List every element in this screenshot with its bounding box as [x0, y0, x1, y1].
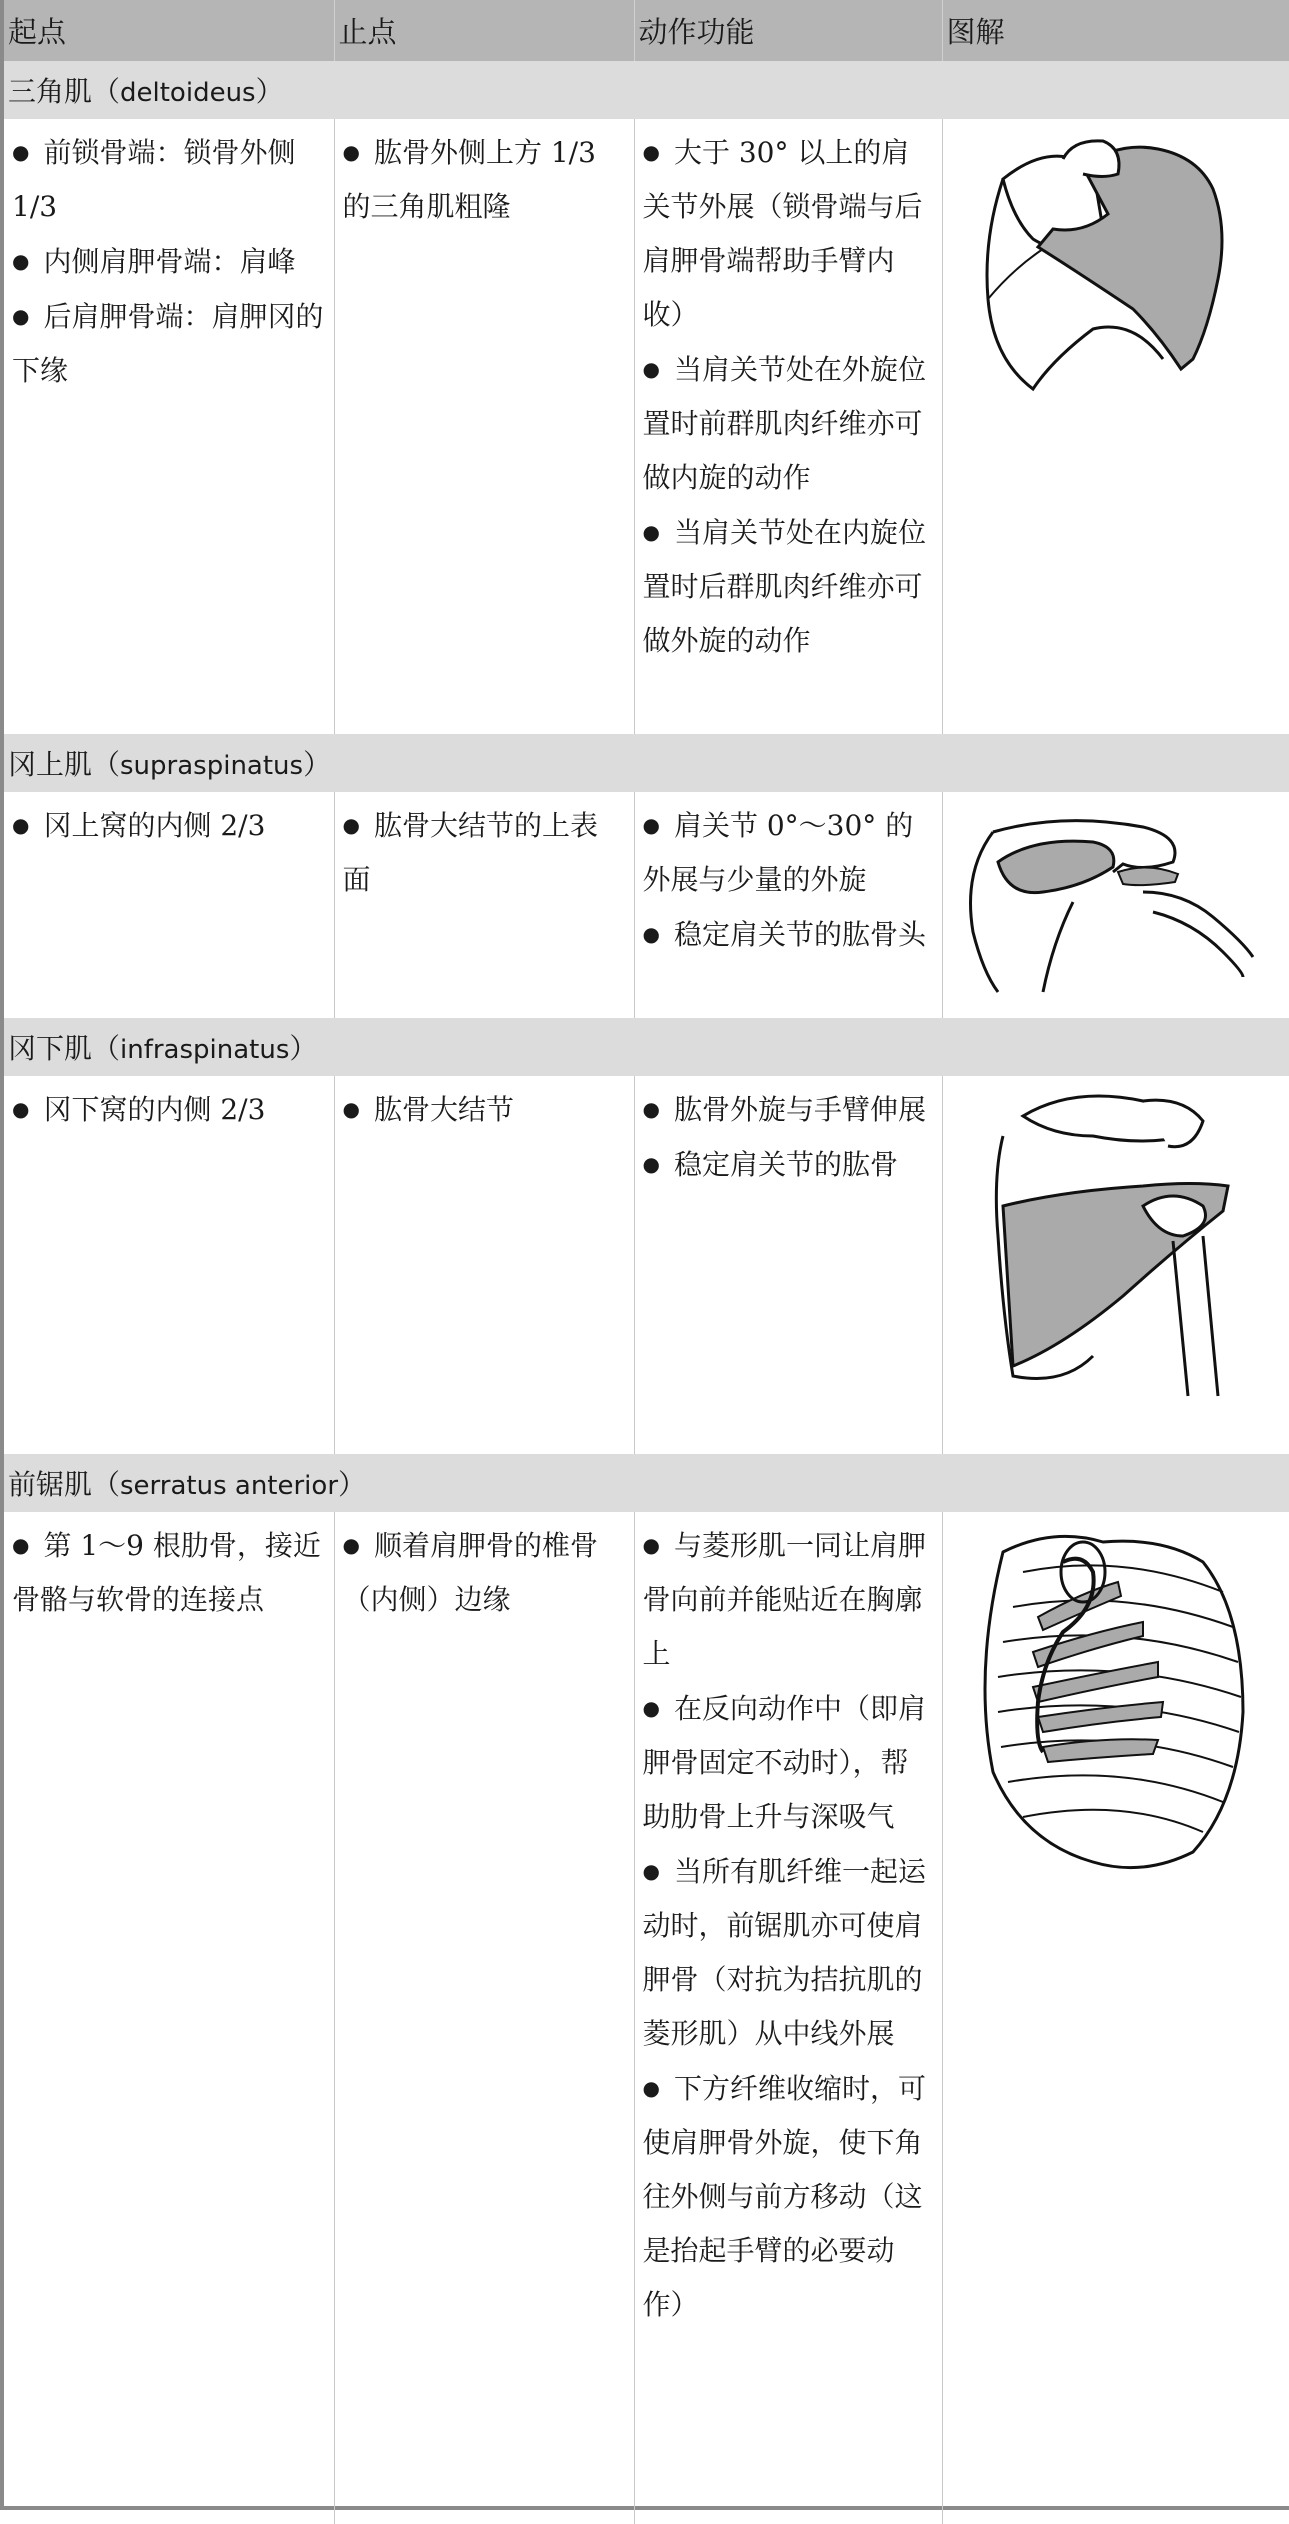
action-cell [634, 119, 942, 734]
origin-item: ● 第 1～9 根肋骨，接近骨骼与软骨的连接点 [12, 1518, 324, 1627]
action-item: ● 肩关节 0°～30° 的外展与少量的外旋 [643, 798, 932, 907]
insertion-item: ● 顺着肩胛骨的椎骨（内侧）边缘 [343, 1518, 624, 1627]
section-latin: infraspinatus [120, 1035, 289, 1065]
table-row [4, 1512, 1289, 2524]
origin-item: ● 内侧肩胛骨端：肩峰 [12, 234, 324, 289]
supraspinatus-illustration [943, 792, 1289, 1018]
section-title: 冈下肌（ [8, 1032, 120, 1065]
header-action: 动作功能 [634, 0, 942, 61]
muscle-table [4, 0, 1289, 2524]
table-row [4, 119, 1289, 734]
origin-item: ● 冈下窝的内侧 2/3 [12, 1082, 324, 1137]
action-item: ● 在反向动作中（即肩胛骨固定不动时），帮助肋骨上升与深吸气 [643, 1681, 932, 1844]
header-origin: 起点 [4, 0, 334, 61]
origin-cell [4, 1076, 334, 1454]
action-cell [634, 1076, 942, 1454]
action-item: ● 稳定肩关节的肱骨头 [643, 907, 932, 962]
header-row [4, 0, 1289, 61]
table-row [4, 792, 1289, 1018]
action-item: ● 下方纤维收缩时，可使肩胛骨外旋，使下角往外侧与前方移动（这是抬起手臂的必要动作） [643, 2061, 932, 2332]
section-latin: supraspinatus [120, 751, 303, 781]
infraspinatus-illustration [943, 1076, 1289, 1406]
deltoid-illustration [943, 119, 1289, 419]
header-insertion: 止点 [334, 0, 634, 61]
serratus-anterior-illustration [943, 1512, 1289, 1892]
insertion-item: ● 肱骨大结节的上表面 [343, 798, 624, 907]
section-supraspinatus: 冈上肌（supraspinatus） [4, 734, 1289, 792]
origin-cell [4, 792, 334, 1018]
figure-cell [942, 119, 1289, 734]
section-title: 前锯肌（ [8, 1468, 120, 1501]
section-infraspinatus: 冈下肌（infraspinatus） [4, 1018, 1289, 1076]
action-item: ● 大于 30° 以上的肩关节外展（锁骨端与后肩胛骨端帮助手臂内收） [643, 125, 932, 342]
origin-cell [4, 1512, 334, 2524]
section-deltoid: 三角肌（deltoideus） [4, 61, 1289, 119]
section-title: 冈上肌（ [8, 748, 120, 781]
insertion-cell [334, 792, 634, 1018]
section-latin: deltoideus [120, 78, 256, 108]
section-latin: serratus anterior [120, 1471, 338, 1501]
action-item: ● 稳定肩关节的肱骨 [643, 1137, 932, 1192]
origin-cell [4, 119, 334, 734]
action-item: ● 当肩关节处在内旋位置时后群肌肉纤维亦可做外旋的动作 [643, 505, 932, 668]
action-item: ● 与菱形肌一同让肩胛骨向前并能贴近在胸廓上 [643, 1518, 932, 1681]
action-item: ● 当肩关节处在外旋位置时前群肌肉纤维亦可做内旋的动作 [643, 342, 932, 505]
insertion-cell [334, 1512, 634, 2524]
header-figure: 图解 [942, 0, 1289, 61]
origin-item: ● 后肩胛骨端：肩胛冈的下缘 [12, 289, 324, 398]
table-row [4, 1076, 1289, 1454]
figure-cell [942, 1076, 1289, 1454]
insertion-item: ● 肱骨大结节 [343, 1082, 624, 1137]
action-cell [634, 1512, 942, 2524]
figure-cell [942, 792, 1289, 1018]
origin-item: ● 前锁骨端：锁骨外侧 1/3 [12, 125, 324, 234]
insertion-cell [334, 1076, 634, 1454]
action-cell [634, 792, 942, 1018]
insertion-cell [334, 119, 634, 734]
action-item: ● 肱骨外旋与手臂伸展 [643, 1082, 932, 1137]
section-title: 三角肌（ [8, 75, 120, 108]
insertion-item: ● 肱骨外侧上方 1/3 的三角肌粗隆 [343, 125, 624, 234]
origin-item: ● 冈上窝的内侧 2/3 [12, 798, 324, 853]
section-serratus-anterior: 前锯肌（serratus anterior） [4, 1454, 1289, 1512]
figure-cell [942, 1512, 1289, 2524]
action-item: ● 当所有肌纤维一起运动时，前锯肌亦可使肩胛骨（对抗为拮抗肌的菱形肌）从中线外展 [643, 1844, 932, 2061]
